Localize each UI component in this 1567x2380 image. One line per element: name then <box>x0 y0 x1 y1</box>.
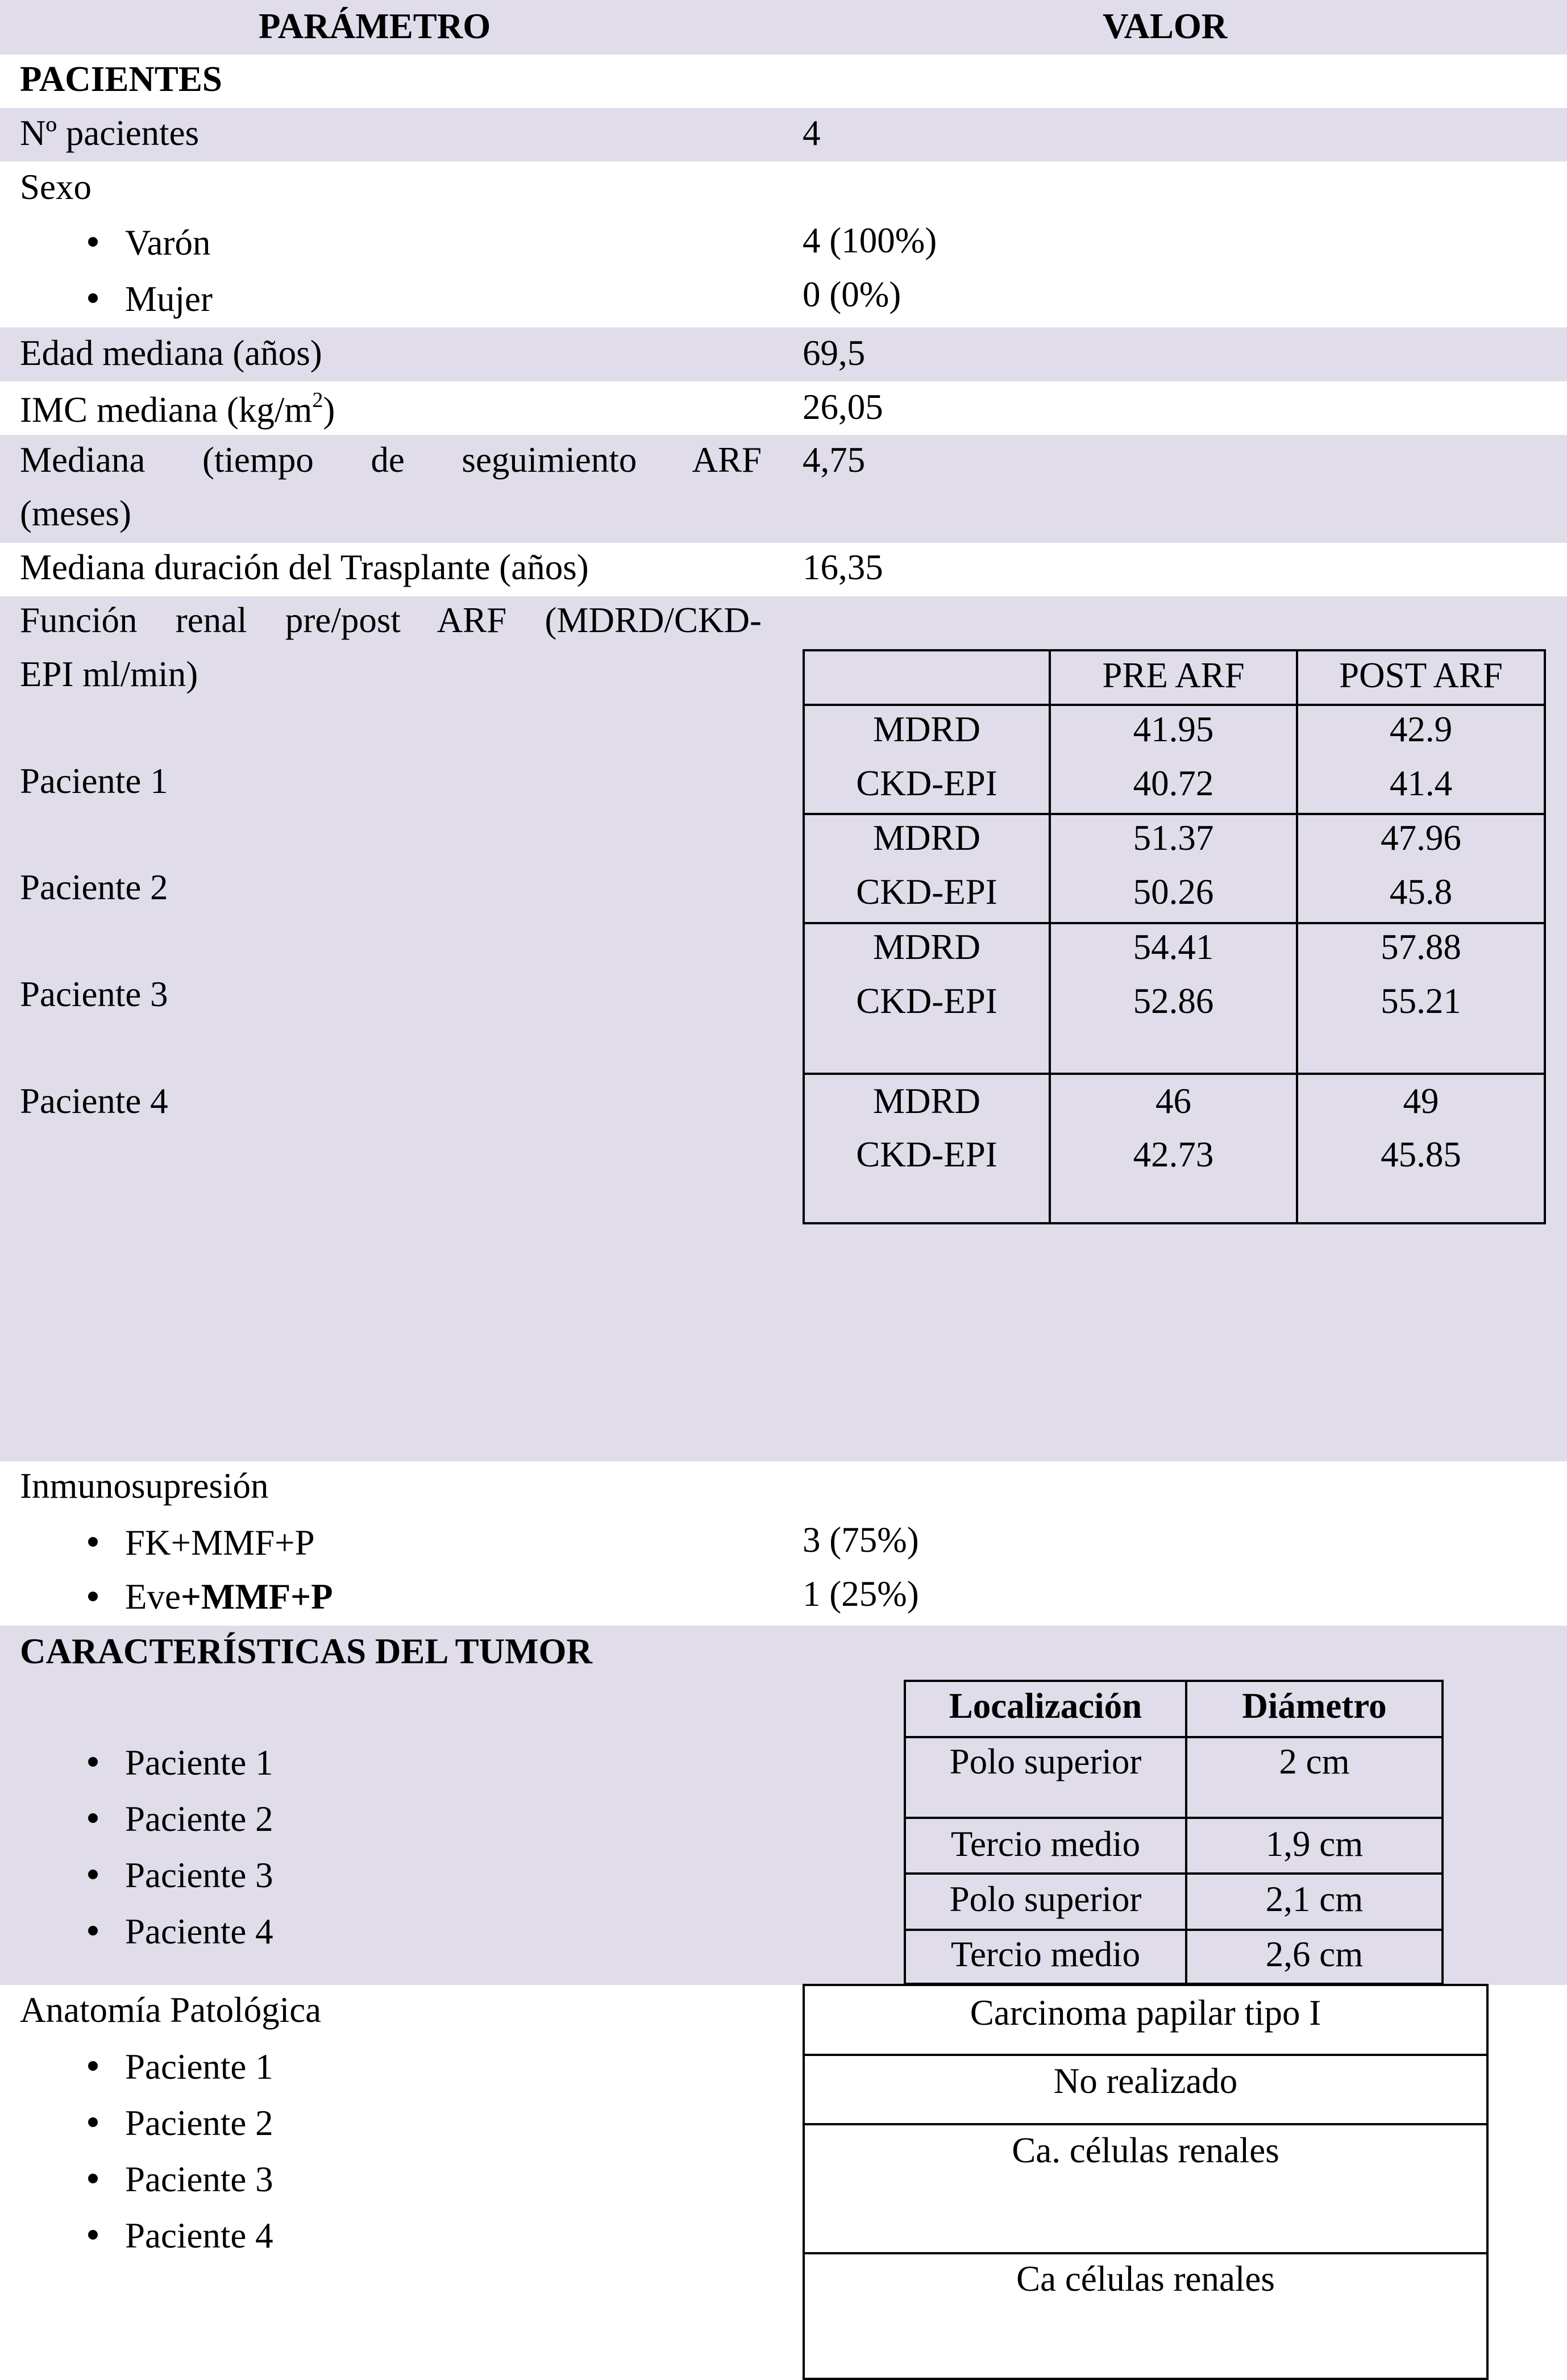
tumor-col-loc: Localización <box>949 1686 1142 1726</box>
renal-value: 42.73 <box>1133 1135 1214 1174</box>
edad-label: Edad mediana (años) <box>20 333 322 373</box>
renal-value: 57.88 <box>1381 927 1461 967</box>
renal-value: 54.41 <box>1133 927 1214 967</box>
tumor-loc: Tercio medio <box>950 1824 1141 1864</box>
row-band <box>0 108 1567 161</box>
tumor-patient-label: Paciente 1 <box>125 1743 273 1783</box>
renal-value: 46 <box>1155 1081 1191 1121</box>
patologia-label: Anatomía Patológica <box>20 1990 322 2030</box>
renal-metric: CKD-EPI <box>856 872 997 912</box>
patologia-patient-label: Paciente 1 <box>125 2047 273 2087</box>
renal-metric: CKD-EPI <box>856 981 997 1021</box>
renal-col-post: POST ARF <box>1339 655 1503 695</box>
trasplante-label: Mediana duración del Trasplante (años) <box>20 547 589 587</box>
renal-value: 40.72 <box>1133 763 1214 803</box>
inmuno-label: Inmunosupresión <box>20 1466 269 1506</box>
renal-table-divider <box>803 813 1546 815</box>
tumor-patient-label: Paciente 2 <box>125 1799 273 1839</box>
header-parametro: PARÁMETRO <box>259 6 491 46</box>
tumor-diam: 1,9 cm <box>1265 1824 1364 1864</box>
bullet-icon <box>88 2174 98 2183</box>
edad-value: 69,5 <box>803 333 866 373</box>
renal-metric: MDRD <box>872 709 981 749</box>
patologia-result: Carcinoma papilar tipo I <box>970 1993 1321 2033</box>
patologia-table <box>803 1984 1489 2380</box>
tumor-loc: Polo superior <box>949 1742 1142 1781</box>
row-band <box>0 161 1567 327</box>
tumor-diam: 2,1 cm <box>1265 1879 1364 1919</box>
bullet-icon <box>88 1592 98 1601</box>
bullet-icon <box>88 1813 98 1823</box>
row-band <box>0 55 1567 108</box>
trasplante-value: 16,35 <box>803 547 883 587</box>
seguimiento-label: Mediana (tiempo de seguimiento ARF <box>20 440 762 480</box>
inmuno-1-value: 3 (75%) <box>803 1520 919 1560</box>
imc-value: 26,05 <box>803 387 883 427</box>
patologia-result: Ca. células renales <box>1012 2130 1279 2170</box>
tumor-table-divider <box>904 1872 1444 1875</box>
renal-value: 51.37 <box>1133 818 1214 858</box>
patologia-patient-label: Paciente 4 <box>125 2216 273 2256</box>
renal-table-divider <box>803 922 1546 924</box>
tumor-table-divider <box>904 1929 1444 1931</box>
imc-sup: 2 <box>312 388 323 412</box>
varon-value: 4 (100%) <box>803 221 937 260</box>
tumor-patient-label: Paciente 3 <box>125 1855 273 1895</box>
tumor-diam: 2,6 cm <box>1265 1934 1364 1974</box>
patologia-result: No realizado <box>1053 2061 1238 2101</box>
renal-value: 45.8 <box>1389 872 1453 912</box>
tumor-loc: Tercio medio <box>950 1934 1141 1974</box>
imc-label: IMC mediana $(kg/m^2)$ <box>20 388 335 430</box>
funcion-renal-label: Función renal pre/post ARF (MDRD/CKD- <box>20 600 762 640</box>
renal-metric: CKD-EPI <box>856 1135 997 1174</box>
renal-value: 52.86 <box>1133 981 1214 1021</box>
renal-metric: MDRD <box>872 818 981 858</box>
tumor-diam: 2 cm <box>1279 1742 1350 1781</box>
bullet-icon <box>88 237 98 247</box>
renal-table-divider <box>803 1073 1546 1075</box>
section-tumor: CARACTERÍSTICAS DEL TUMOR <box>20 1631 593 1671</box>
row-band <box>0 0 1567 55</box>
bullet-icon <box>88 1870 98 1879</box>
renal-value: 45.85 <box>1381 1135 1461 1174</box>
renal-patient-label: Paciente 2 <box>20 867 168 907</box>
tumor-col-diam: Diámetro <box>1242 1686 1387 1726</box>
bullet-icon <box>88 2061 98 2071</box>
renal-col-pre: PRE ARF <box>1102 655 1245 695</box>
renal-metric: MDRD <box>872 927 981 967</box>
patologia-table-divider <box>803 2054 1489 2056</box>
inmuno-2-label: Eve+MMF+P <box>125 1577 333 1617</box>
section-pacientes: PACIENTES <box>20 59 222 99</box>
bullet-icon <box>88 293 98 303</box>
patologia-table-divider <box>803 2252 1489 2254</box>
header-valor: VALOR <box>1103 6 1228 46</box>
inmuno-2-value: 1 (25%) <box>803 1574 919 1614</box>
bullet-icon <box>88 1926 98 1935</box>
renal-value: 47.96 <box>1381 818 1461 858</box>
n-pacientes-label: Nº pacientes <box>20 113 199 153</box>
renal-patient-label: Paciente 3 <box>20 974 168 1014</box>
patologia-patient-label: Paciente 3 <box>125 2159 273 2199</box>
renal-value: 49 <box>1403 1081 1439 1121</box>
mujer-label: Mujer <box>125 279 213 319</box>
seguimiento-label-2: (meses) <box>20 493 131 533</box>
varon-label: Varón <box>125 223 211 263</box>
renal-value: 42.9 <box>1389 709 1453 749</box>
patologia-result: Ca células renales <box>1016 2259 1275 2299</box>
renal-metric: CKD-EPI <box>856 763 997 803</box>
renal-value: 41.95 <box>1133 709 1214 749</box>
renal-patient-label: Paciente 4 <box>20 1081 168 1121</box>
bullet-icon <box>88 1757 98 1767</box>
sexo-label: Sexo <box>20 167 92 207</box>
bullet-icon <box>88 2230 98 2240</box>
patologia-patient-label: Paciente 2 <box>125 2103 273 2143</box>
tumor-patient-label: Paciente 4 <box>125 1912 273 1951</box>
bullet-icon <box>88 2117 98 2127</box>
renal-value: 41.4 <box>1389 763 1453 803</box>
bullet-icon <box>88 1537 98 1547</box>
tumor-table-divider <box>904 1817 1444 1819</box>
mujer-value: 0 (0%) <box>803 275 901 314</box>
renal-patient-label: Paciente 1 <box>20 761 168 801</box>
tumor-table-divider <box>904 1736 1444 1738</box>
n-pacientes-value: 4 <box>803 113 821 153</box>
seguimiento-value: 4,75 <box>803 440 866 480</box>
tumor-loc: Polo superior <box>949 1879 1142 1919</box>
renal-table-divider <box>803 704 1546 706</box>
patologia-table-divider <box>803 2123 1489 2125</box>
funcion-renal-label-2: EPI ml/min) <box>20 654 198 694</box>
inmuno-1-label: FK+MMF+P <box>125 1523 315 1563</box>
renal-value: 55.21 <box>1381 981 1461 1021</box>
renal-value: 50.26 <box>1133 872 1214 912</box>
renal-metric: MDRD <box>872 1081 981 1121</box>
